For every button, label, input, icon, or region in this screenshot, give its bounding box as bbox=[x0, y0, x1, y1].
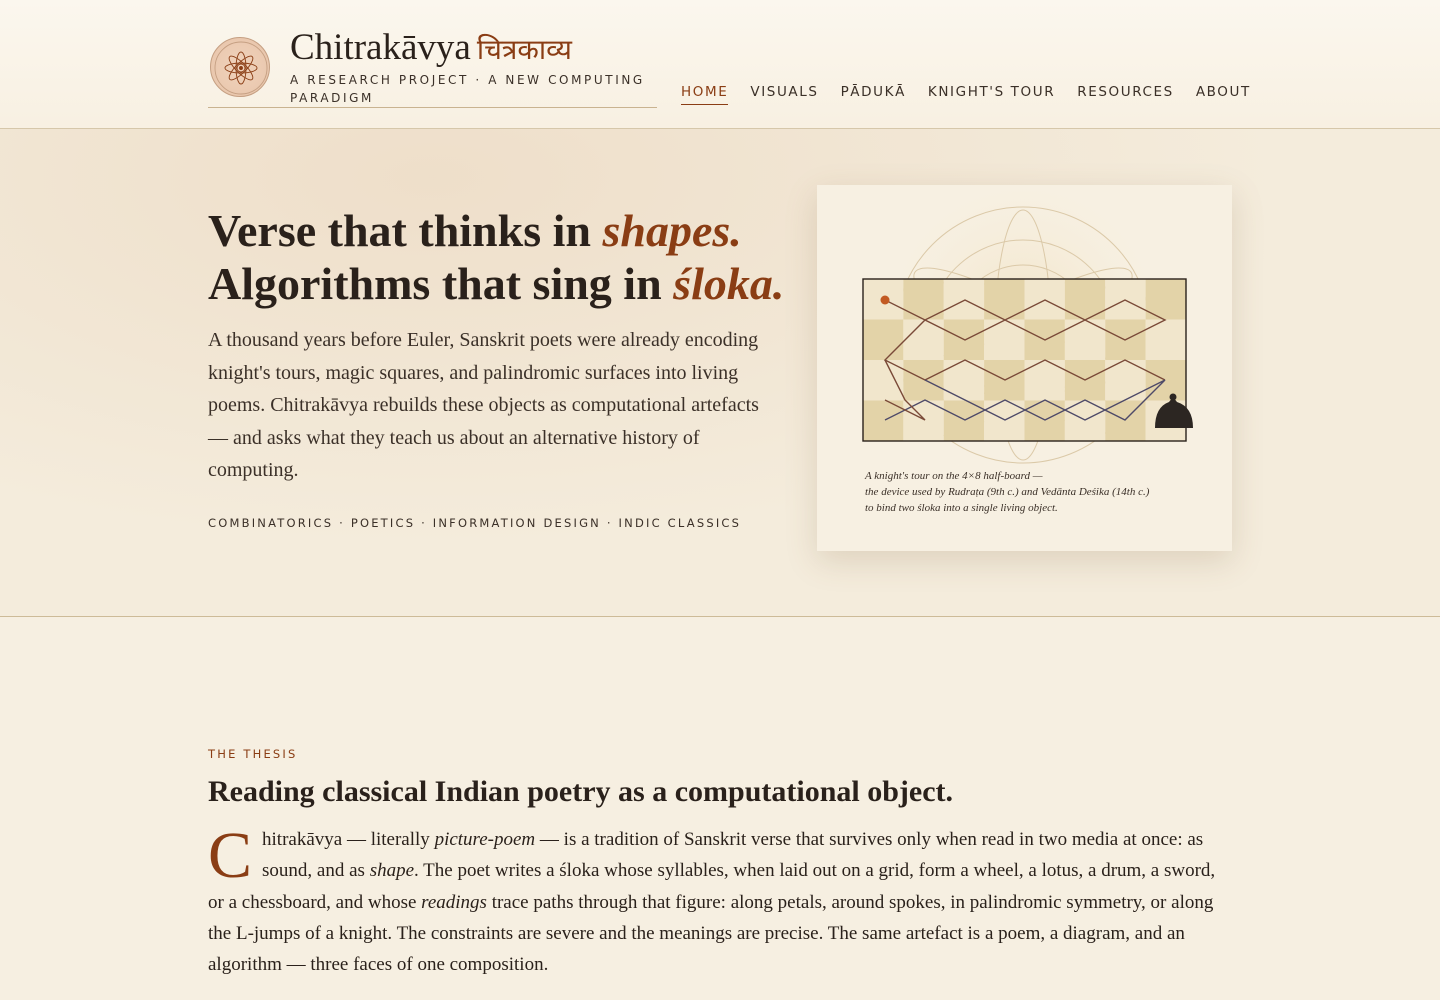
thesis-em-3: readings bbox=[421, 891, 487, 913]
board-square bbox=[1105, 279, 1145, 320]
brand-name: Chitrakāvya bbox=[290, 27, 471, 68]
hero-tags: COMBINATORICS · POETICS · INFORMATION DESIGN · INDIC CLASSICS bbox=[208, 516, 742, 530]
thesis-text-4: trace paths through that figure: along petals, around spokes, in palindromic symmetry, or along the L-jumps of a knight. The constraints are severe and the meanings are precise. The same artefact is a poem, a diagram, and an algorithm — three faces of one composition. bbox=[208, 891, 1214, 976]
board-square bbox=[863, 320, 903, 361]
figure-caption bbox=[865, 468, 1205, 516]
half-chessboard bbox=[863, 279, 1186, 441]
nav-about[interactable]: ABOUT bbox=[1195, 84, 1251, 100]
thesis-text-1: hitrakāvya — literally bbox=[262, 829, 435, 850]
caption-line-1: A knight's tour on the 4×8 half-board — bbox=[865, 470, 1043, 482]
hero-title bbox=[208, 204, 784, 310]
thesis-em-1: picture-poem bbox=[434, 829, 536, 850]
brand-title[interactable] bbox=[290, 26, 572, 72]
nav-knights-tour[interactable]: KNIGHT'S TOUR bbox=[927, 84, 1056, 100]
hero-line1: Verse that thinks in bbox=[208, 205, 603, 256]
thesis-paragraph bbox=[208, 819, 1232, 980]
board-square bbox=[1065, 320, 1105, 361]
thesis-eyebrow: THE THESIS bbox=[208, 747, 298, 761]
thesis-text-2: — is a tradition of Sanskrit verse that survives only when read in two media at once: as sound, and as bbox=[262, 829, 1204, 882]
knights-tour-figure bbox=[817, 185, 1232, 551]
hero-line2: Algorithms that sing in bbox=[208, 258, 674, 309]
nav-home[interactable]: HOME bbox=[681, 84, 728, 105]
hero-description: A thousand years before Euler, Sanskrit poets were already encoding knight's tours, magic squares, and palindromic surfaces into living poems. Chitrakāvya rebuilds these objects as computational artefacts — and asks what they teach us about an alternative history of computing. bbox=[208, 329, 759, 481]
board-square bbox=[903, 360, 943, 401]
tour-start-marker bbox=[881, 296, 890, 305]
lotus-mandala-icon[interactable] bbox=[210, 37, 270, 97]
nav-visuals[interactable]: VISUALS bbox=[750, 84, 819, 100]
brand-devanagari: चित्रकाव्य bbox=[476, 33, 572, 66]
hero-line2-emphasis: śloka. bbox=[673, 258, 785, 309]
board-square bbox=[1146, 320, 1186, 361]
thesis-em-2: shape bbox=[369, 860, 415, 882]
main-nav bbox=[681, 84, 1251, 105]
brand-divider bbox=[208, 107, 657, 108]
thesis-text-3: . The poet writes a śloka whose syllables, when laid out on a grid, form a wheel, a lotus, a drum, a sword, or a chessboard, and whose bbox=[208, 860, 1216, 913]
drop-cap: C bbox=[208, 819, 253, 892]
thesis-title: Reading classical Indian poetry as a computational object. bbox=[208, 775, 954, 808]
nav-paduka[interactable]: PĀDUKĀ bbox=[840, 84, 906, 100]
board-square bbox=[944, 279, 984, 320]
brand-tagline: A RESEARCH PROJECT · A NEW COMPUTING PARADIGM bbox=[290, 73, 645, 105]
site-header bbox=[0, 0, 1440, 129]
caption-line-2: the device used by Rudraṭa (9th c.) and Vedānta Deśika (14th c.) bbox=[865, 486, 1150, 498]
board-square bbox=[1025, 279, 1065, 320]
board-square bbox=[1025, 360, 1065, 401]
nav-resources[interactable]: RESOURCES bbox=[1077, 84, 1174, 100]
hero-line1-emphasis: shapes. bbox=[602, 205, 742, 256]
board-square bbox=[984, 320, 1024, 361]
board-square bbox=[1146, 360, 1186, 401]
caption-line-3: to bind two śloka into a single living object. bbox=[865, 502, 1058, 514]
